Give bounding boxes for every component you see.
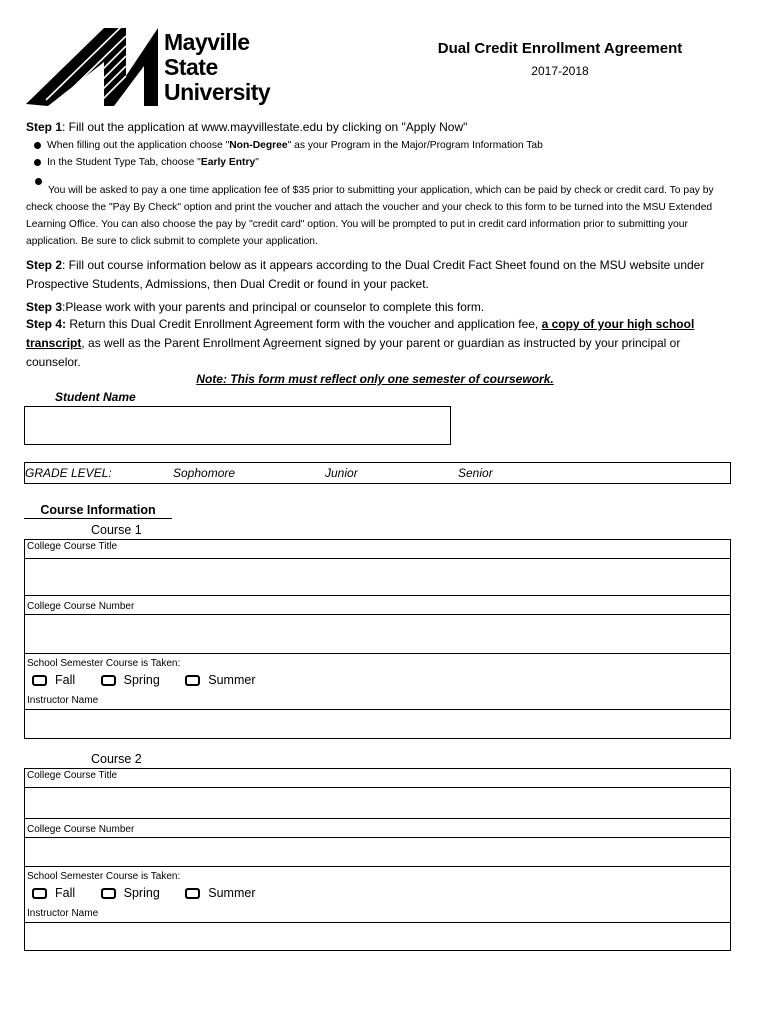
semester-option-spring[interactable] bbox=[101, 886, 160, 900]
bullet-text-fee: You will be asked to pay a one time application fee of $35 prior to submitting your application, which can be paid by check or credit card. To pay by check choose the "Pay By Check" option and print the voucher and attach the voucher and your check to this form to be turned into the MSU Extended Learning Office. You can also choose the pay by "credit card" option. You will be prompted to put in credit card information prior to submitting your application. Be sure to click submit to complete your application. bbox=[26, 185, 714, 247]
step-1 bbox=[26, 118, 736, 136]
semester-option-fall[interactable] bbox=[32, 886, 75, 900]
option-label: Summer bbox=[208, 886, 256, 900]
logo-wordmark bbox=[164, 30, 270, 105]
semester-options bbox=[25, 673, 730, 687]
course-info-heading: Course Information bbox=[24, 503, 172, 519]
step-label: Step 3 bbox=[26, 300, 63, 314]
course-1-number-label-row bbox=[24, 595, 731, 615]
document-title: Dual Credit Enrollment Agreement bbox=[437, 40, 683, 57]
field-label: School Semester Course is Taken: bbox=[27, 871, 181, 882]
step-text: : Fill out course information below as it appears according to the Dual Credit Fact Sheet found on the MSU website under Prospective Students, Admissions, then Dual Credit or found in your packet. bbox=[26, 258, 705, 291]
course-1-number-field[interactable] bbox=[24, 614, 731, 654]
checkbox-icon bbox=[101, 675, 116, 686]
grade-option-senior[interactable]: Senior bbox=[458, 466, 493, 480]
document-year: 2017-2018 bbox=[531, 64, 589, 78]
logo-line: Mayville bbox=[164, 29, 250, 55]
course-2-instructor-label-row bbox=[24, 905, 731, 923]
semester-option-summer[interactable] bbox=[185, 673, 255, 687]
step-label: Step 4: bbox=[26, 317, 67, 331]
field-label: College Course Number bbox=[27, 824, 135, 835]
option-label: Summer bbox=[208, 673, 256, 687]
course-2-number-field[interactable] bbox=[24, 837, 731, 867]
field-label: College Course Title bbox=[27, 770, 118, 781]
bullet-icon bbox=[34, 142, 41, 149]
bullet-text: " as your Program in the Major/Program Information Tab bbox=[287, 140, 543, 151]
step-2 bbox=[26, 256, 726, 294]
course-1-instructor-field[interactable] bbox=[24, 709, 731, 739]
course-2-number-label-row bbox=[24, 818, 731, 838]
bullet-icon bbox=[34, 159, 41, 166]
grade-option-sophomore[interactable]: Sophomore bbox=[173, 466, 236, 480]
option-label: Fall bbox=[55, 886, 76, 900]
course-1-instructor-label-row bbox=[24, 692, 731, 710]
semester-note: Note: This form must reflect only one semester of coursework. bbox=[196, 372, 554, 386]
checkbox-icon bbox=[185, 888, 200, 899]
semester-option-spring[interactable] bbox=[101, 673, 160, 687]
course-1-title-field[interactable] bbox=[24, 558, 731, 596]
course-1-semester-row bbox=[24, 653, 731, 693]
grade-level-label: GRADE LEVEL: bbox=[25, 466, 112, 480]
bullet-text: In the Student Type Tab, choose " bbox=[47, 157, 201, 168]
field-label: College Course Title bbox=[27, 541, 118, 552]
grade-option-junior[interactable]: Junior bbox=[325, 466, 358, 480]
bullet-item bbox=[34, 154, 734, 171]
step-text: Return this Dual Credit Enrollment Agreement form with the voucher and application fee, bbox=[66, 317, 542, 331]
course-2-title: Course 2 bbox=[91, 752, 142, 766]
option-label: Spring bbox=[123, 886, 160, 900]
bullet-text: When filling out the application choose " bbox=[47, 140, 230, 151]
field-label: Instructor Name bbox=[27, 695, 99, 706]
course-2-title-label-row bbox=[24, 768, 731, 788]
checkbox-icon bbox=[101, 888, 116, 899]
checkbox-icon bbox=[32, 675, 47, 686]
step-text: :Please work with your parents and principal or counselor to complete this form. bbox=[62, 300, 485, 314]
step-4 bbox=[26, 315, 726, 372]
logo-line: University bbox=[164, 79, 271, 105]
field-label: School Semester Course is Taken: bbox=[27, 658, 181, 669]
bullet-text: " bbox=[255, 157, 259, 168]
step-label: Step 1 bbox=[26, 120, 63, 134]
step-3 bbox=[26, 298, 726, 316]
logo-line: State bbox=[164, 54, 218, 80]
transcript-requirement: a copy of your high school transcript bbox=[26, 317, 695, 350]
bullet-bold: Early Entry bbox=[200, 157, 256, 168]
step-text: , as well as the Parent Enrollment Agreement signed by your parent or guardian as instructed by your principal or counselor. bbox=[26, 336, 681, 369]
semester-option-fall[interactable] bbox=[32, 673, 75, 687]
checkbox-icon bbox=[32, 888, 47, 899]
option-label: Spring bbox=[123, 673, 160, 687]
grade-level-row bbox=[24, 462, 731, 484]
option-label: Fall bbox=[55, 673, 76, 687]
step-label: Step 2 bbox=[26, 258, 63, 272]
course-2-instructor-field[interactable] bbox=[24, 922, 731, 951]
step-text: : Fill out the application at www.mayvillestate.edu by clicking on "Apply Now" bbox=[62, 120, 468, 134]
field-label: Instructor Name bbox=[27, 908, 99, 919]
bullet-item bbox=[34, 137, 734, 154]
student-name-label: Student Name bbox=[55, 390, 136, 404]
checkbox-icon bbox=[185, 675, 200, 686]
course-1-title-label-row bbox=[24, 539, 731, 559]
bullet-bold: Non-Degree bbox=[229, 140, 288, 151]
student-name-field[interactable] bbox=[24, 406, 451, 445]
semester-option-summer[interactable] bbox=[185, 886, 255, 900]
course-1-title: Course 1 bbox=[91, 523, 142, 537]
course-2-title-field[interactable] bbox=[24, 787, 731, 819]
field-label: College Course Number bbox=[27, 601, 135, 612]
semester-options bbox=[25, 886, 730, 900]
course-2-semester-row bbox=[24, 866, 731, 906]
